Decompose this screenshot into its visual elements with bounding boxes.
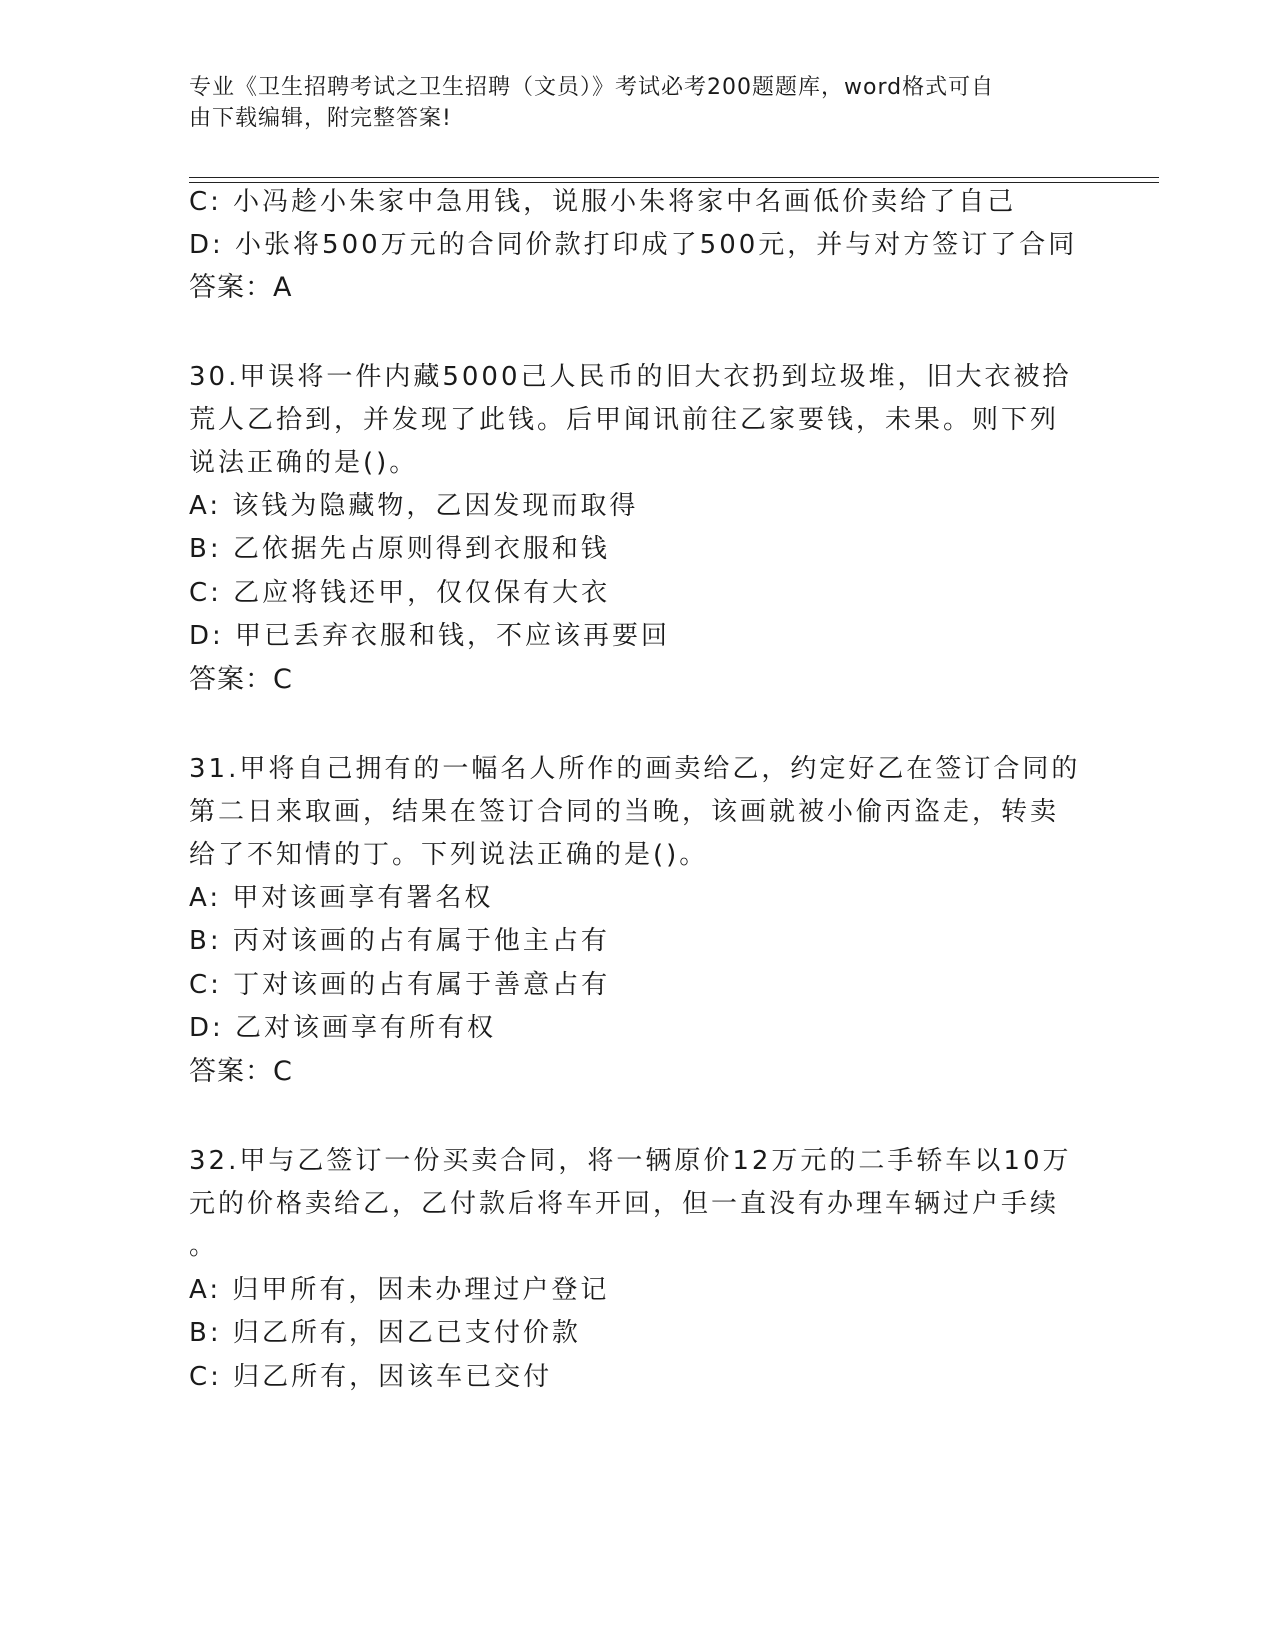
question-30-option-b: B: 乙依据先占原则得到衣服和钱 <box>189 534 610 564</box>
question-31-option-b: B: 丙对该画的占有属于他主占有 <box>189 926 610 956</box>
question-32-stem-line-2: 元的价格卖给乙，乙付款后将车开回，但一直没有办理车辆过户手续 <box>189 1189 1060 1219</box>
question-32-stem-line-1: 32.甲与乙签订一份买卖合同，将一辆原价12万元的二手轿车以10万 <box>189 1146 1072 1176</box>
header-rule-bottom <box>189 182 1159 183</box>
question-31-answer: 答案：C <box>189 1056 293 1087</box>
question-30-option-a: A: 该钱为隐藏物，乙因发现而取得 <box>189 491 639 521</box>
question-32-stem-line-3: 。 <box>189 1231 219 1261</box>
question-31-stem-line-3: 给了不知情的丁。下列说法正确的是()。 <box>189 840 709 870</box>
question-31-option-c: C: 丁对该画的占有属于善意占有 <box>189 970 611 1000</box>
question-31-stem-line-2: 第二日来取画，结果在签订合同的当晚，该画就被小偷丙盗走，转卖 <box>189 797 1060 827</box>
header-rule-top <box>189 177 1159 178</box>
question-30-option-c: C: 乙应将钱还甲，仅仅保有大衣 <box>189 578 611 608</box>
question-30-answer: 答案：C <box>189 664 293 695</box>
header-line-2: 由下载编辑，附完整答案! <box>189 106 452 131</box>
header-line-1: 专业《卫生招聘考试之卫生招聘（文员）》考试必考200题题库，word格式可自 <box>189 75 995 100</box>
question-32-option-a: A: 归甲所有，因未办理过户登记 <box>189 1275 610 1305</box>
document-header <box>189 72 1069 134</box>
question-31-stem-line-1: 31.甲将自己拥有的一幅名人所作的画卖给乙，约定好乙在签订合同的 <box>189 754 1081 784</box>
answer: 答案：A <box>189 272 293 303</box>
question-32-option-c: C: 归乙所有，因该车已交付 <box>189 1362 553 1392</box>
option-d: D: 小张将500万元的合同价款打印成了500元，并与对方签订了合同 <box>189 230 1078 260</box>
question-30-stem-line-3: 说法正确的是()。 <box>189 448 419 478</box>
question-32-option-b: B: 归乙所有，因乙已支付价款 <box>189 1318 581 1348</box>
question-31-option-a: A: 甲对该画享有署名权 <box>189 883 494 913</box>
option-c: C: 小冯趁小朱家中急用钱，说服小朱将家中名画低价卖给了自己 <box>189 187 1017 217</box>
question-31-option-d: D: 乙对该画享有所有权 <box>189 1013 497 1043</box>
question-30-option-d: D: 甲已丢弃衣服和钱，不应该再要回 <box>189 621 671 651</box>
question-30-stem-line-2: 荒人乙拾到，并发现了此钱。后甲闻讯前往乙家要钱，未果。则下列 <box>189 405 1060 435</box>
question-30-stem-line-1: 30.甲误将一件内藏5000己人民币的旧大衣扔到垃圾堆，旧大衣被拾 <box>189 362 1072 392</box>
